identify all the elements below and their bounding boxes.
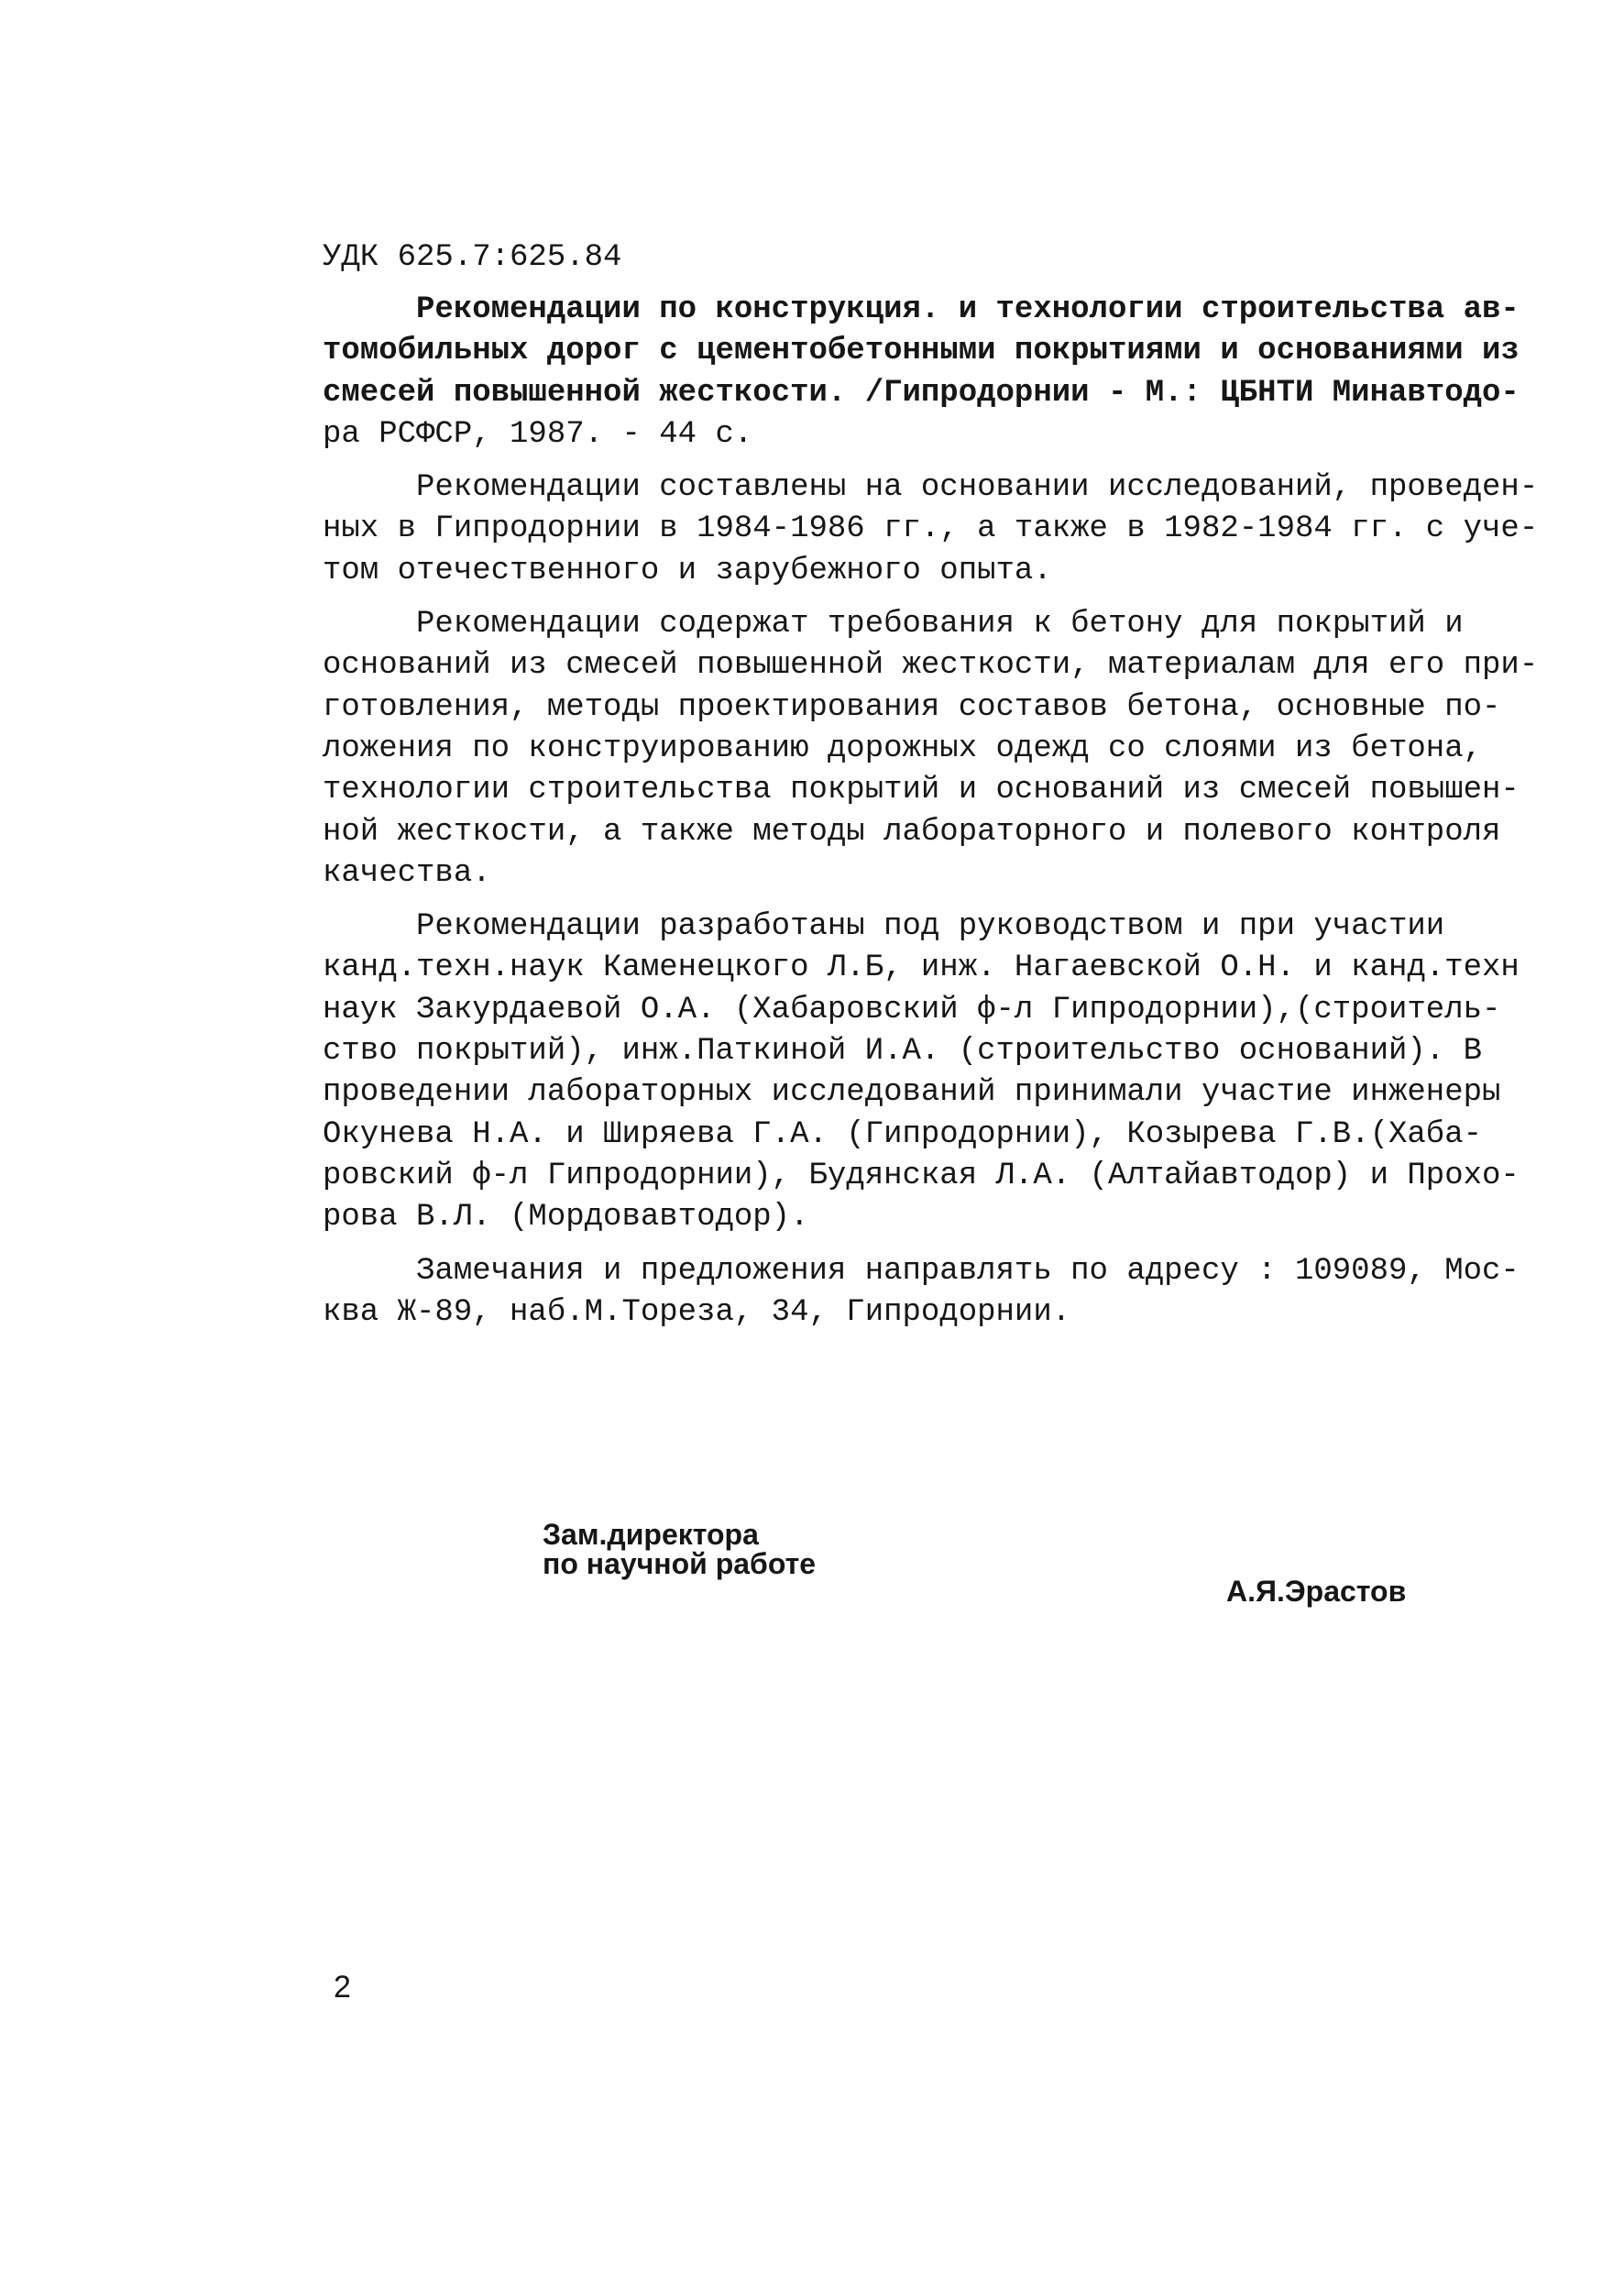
text-line: ложения по конструированию дорожных одежд со слоями из бетона, (323, 731, 1483, 766)
text-line: проведении лабораторных исследований принимали участие инженеры (323, 1075, 1501, 1111)
text-line: Замечания и предложения направлять по адресу : 109089, Мос- (323, 1253, 1520, 1289)
paragraph (323, 467, 1539, 592)
text-line: ква Ж-89, наб.М.Тореза, 34, Гипродорнии. (323, 1294, 1071, 1330)
signatory-title-line-1: Зам.директора (543, 1518, 759, 1551)
paragraph (323, 604, 1539, 895)
text-line: оснований из смесей повышенной жесткости, материалам для его при- (323, 648, 1539, 684)
text-line: наук Закурдаевой О.А. (Хабаровский ф-л Гипродорнии),(строитель- (323, 992, 1501, 1027)
paragraph (323, 906, 1520, 1238)
text-line: том отечественного и зарубежного опыта. (323, 553, 1052, 588)
text-line: рова В.Л. (Мордовавтодор). (323, 1200, 809, 1236)
text-line: томобильных дорог с цементобетонными покрытиями и основаниями из (323, 334, 1520, 369)
page-number: 2 (334, 1970, 351, 2005)
signatory-title (543, 1520, 816, 1578)
text-line: ство покрытий), инж.Паткиной И.А. (строительство оснований). В (323, 1034, 1483, 1070)
text-line: Рекомендации содержат требования к бетону для покрытий и (323, 607, 1464, 643)
text-line: технологии строительства покрытий и оснований из смесей повышен- (323, 773, 1520, 808)
signatory-title-line-2: по научной работе (543, 1547, 817, 1580)
text-line: качества. (323, 855, 491, 891)
udc-code: УДК 625.7:625.84 (323, 240, 622, 275)
signatory-name: А.Я.Эрастов (1226, 1575, 1407, 1608)
text-line: Окунева Н.А. и Ширяева Г.А. (Гипродорнии), Козырева Г.В.(Хаба- (323, 1116, 1483, 1152)
text-line: канд.техн.наук Каменецкого Л.Б, инж. Нагаевской О.Н. и канд.техн (323, 950, 1520, 986)
text-line: Рекомендации по конструкция. и технологии строительства ав- (323, 292, 1520, 327)
paragraph (323, 290, 1520, 456)
abstract-text (323, 290, 1539, 1346)
text-line: Рекомендации разработаны под руководством и при участии (323, 909, 1445, 945)
paragraph (323, 1251, 1520, 1335)
text-line: Рекомендации составлены на основании исследований, проведен- (323, 470, 1539, 506)
text-line: ной жесткости, а также методы лабораторного и полевого контроля (323, 814, 1501, 850)
text-line: ра РСФСР, 1987. - 44 с. (323, 416, 753, 452)
text-line: готовления, методы проектирования составов бетона, основные по- (323, 689, 1501, 725)
text-line: смесей повышенной жесткости. /Гипродорнии - М.: ЦБНТИ Минавтодо- (323, 375, 1520, 411)
text-line: ровский ф-л Гипродорнии), Будянская Л.А. (Алтайавтодор) и Прохо- (323, 1158, 1520, 1193)
text-line: ных в Гипродорнии в 1984-1986 гг., а также в 1982-1984 гг. с учe- (323, 511, 1539, 547)
